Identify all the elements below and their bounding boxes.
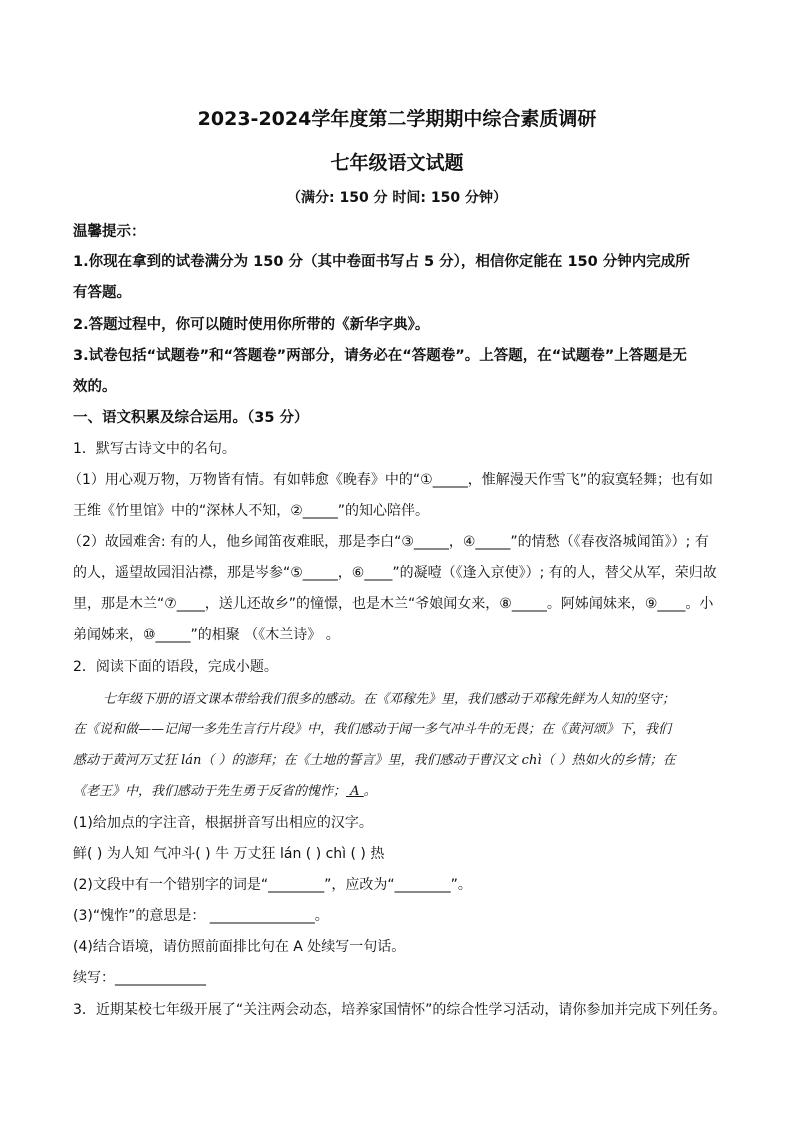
q2-continue: 续写：_____________ (73, 970, 206, 986)
q2-sub-1-items: 鲜( ) 为人知 气冲斗( ) 牛 万丈狂 lán ( ) chì ( ) 热 (73, 846, 385, 862)
q1-part1-line-1: （1）用心观万物，万物皆有情。有如韩愈《晚春》中的“①_____，惟解漫天作雪飞”的寂寞轻舞；也有如 (68, 472, 713, 488)
q1-stem: 1．默写古诗文中的名句。 (73, 441, 236, 457)
exam-meta: （满分: 150 分 时间: 150 分钟） (286, 190, 507, 206)
q2-sub-1: (1)给加点的字注音，根据拼音写出相应的汉字。 (73, 815, 373, 831)
q1-part2-line-2: 的人，遥望故园泪沾襟，那是岑参“⑤_____，⑥____”的凝噎（《逢入京使》）; 有的人，替父从军，荣归故 (73, 565, 717, 581)
tips-item-1-line-2: 有答题。 (73, 285, 131, 301)
q1-part2-line-1: （2）故园难舍: 有的人，他乡闻笛夜难眠，那是李白“③_____，④_____”的情愁（《春夜洛城闻笛》）; 有 (68, 534, 709, 550)
tips-item-1-line-1: 1.你现在拿到的试卷满分为 150 分（其中卷面书写占 5 分），相信你定能在 150 分钟内完成所 (73, 254, 690, 270)
q2-passage-line-1: 七年级下册的语文课本带给我们很多的感动。在《邓稼先》里，我们感动于邓稼先鲜为人知的坚守； (103, 692, 676, 707)
tips-item-3-line-1: 3.试卷包括“试题卷”和“答题卷”两部分，请务必在“答题卷”。上答题，在“试题卷”上答题是无 (73, 348, 687, 364)
q2-passage-line-2: 在《说和做——记闻一多先生言行片段》中，我们感动于闻一多气冲斗牛的无畏；在《黄河颂》下，我们 (73, 722, 672, 737)
q2-passage-blank-a: A (346, 784, 364, 799)
tips-item-3-line-2: 效的。 (73, 379, 117, 395)
section-1-heading: 一、语文积累及综合运用。（35 分） (73, 410, 309, 426)
q2-passage-line-4-text: 《老王》中，我们感动于先生勇于反省的愧怍； (73, 784, 347, 799)
q2-passage-line-4 (73, 780, 377, 799)
q2-passage-line-4-end: 。 (363, 784, 377, 799)
exam-subtitle: 七年级语文试题 (330, 152, 464, 174)
tips-item-2: 2.答题过程中，你可以随时使用你所带的《新华字典》。 (73, 317, 430, 333)
q1-part2-line-4: 弟闻姊来，⑩_____”的相聚 （《木兰诗》 。 (73, 627, 340, 643)
q2-sub-4: (4)结合语境，请仿照前面排比句在 A 处续写一句话。 (73, 939, 406, 955)
q1-part2-line-3: 里，那是木兰“⑦____，送儿还故乡”的憧憬，也是木兰“爷娘闻女来，⑧_____。阿姊闻妹来，⑨____。小 (73, 596, 714, 612)
q2-sub-3: (3)“愧怍”的意思是： _______________。 (73, 908, 329, 924)
tips-heading: 温馨提示： (73, 224, 146, 240)
q2-passage-line-3: 感动于黄河万丈狂 lán（ ）的澎拜；在《土地的誓言》里，我们感动于曹汉文 chì（ ）热如火的乡情；在 (73, 753, 676, 768)
exam-title: 2023-2024学年度第二学期期中综合素质调研 (197, 108, 597, 130)
q3-stem: 3．近期某校七年级开展了“关注两会动态，培养家国情怀”的综合性学习活动，请你参加并完成下列任务。 (73, 1002, 727, 1018)
q2-stem: 2．阅读下面的语段，完成小题。 (73, 659, 278, 675)
q2-sub-2: (2)文段中有一个错别字的词是“________”，应改为“________”。 (73, 877, 472, 893)
q1-part1-line-2: 王维《竹里馆》中的“深林人不知，②_____”的知心陪伴。 (73, 503, 430, 519)
